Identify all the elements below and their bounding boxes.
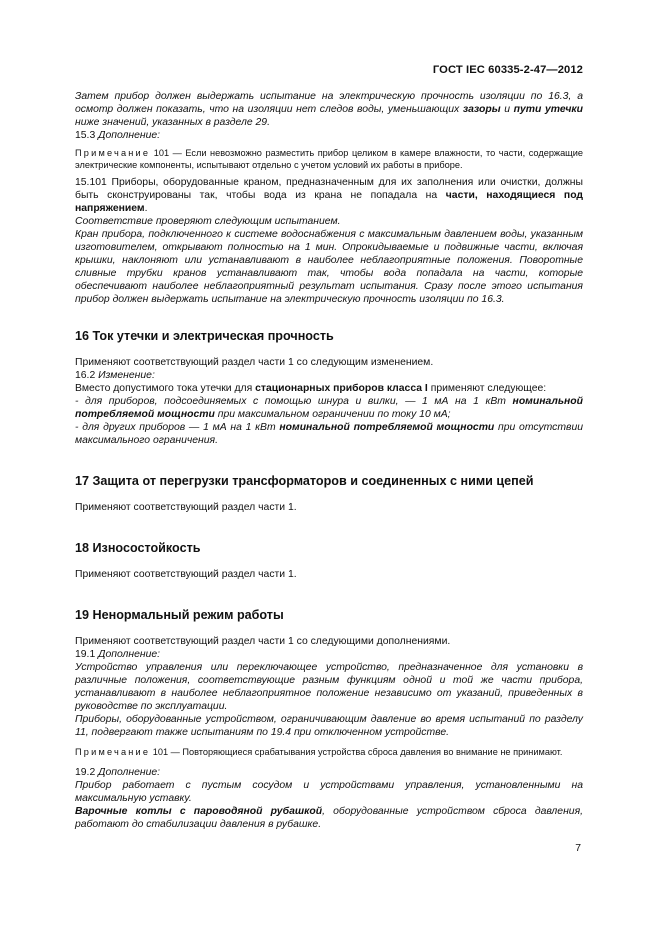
clause-19-1	[75, 648, 583, 661]
section-16-intro: Применяют соответствующий раздел части 1 со следующим изменением.	[75, 357, 434, 368]
clause-15-3	[75, 129, 583, 142]
pressure-limiter-paragraph: Приборы, оборудованные устройством, ограничивающим давление во время испытаний по разделу 11, подвергают также испытаниям по 19.4 при отключенном устройстве.	[75, 714, 583, 738]
text-span: и	[504, 104, 511, 115]
term-stationary-class-i: стационарных приборов класса I	[255, 383, 428, 394]
jacketed-boiler-paragraph	[75, 805, 583, 831]
section-18-body: Применяют соответствующий раздел части 1.	[75, 569, 297, 580]
clause-number: 19.1	[75, 649, 96, 660]
clause-number: 15.3	[75, 130, 96, 141]
section-19-intro: Применяют соответствующий раздел части 1 со следующими дополнениями.	[75, 636, 451, 647]
note-word: Примечание	[75, 148, 151, 158]
term-jacketed-boilers: Варочные котлы с пароводяной рубашкой	[75, 806, 323, 817]
clause-number: 19.2	[75, 767, 96, 778]
text-span: .	[144, 203, 148, 214]
page-number: 7	[575, 843, 581, 854]
clause-15-101	[75, 176, 583, 215]
leakage-intro	[75, 382, 583, 395]
clause-label: Дополнение:	[98, 767, 161, 778]
text-span: Затем прибор должен выдержать испытание на электрическую прочность изоляции по 16.3, а осмотр должен показать, что на изоляции нет следов воды, уменьшающих	[75, 91, 583, 115]
paragraph-15-2-end	[75, 90, 583, 129]
term-rated-power: номинальной потребляемой мощности	[279, 422, 495, 433]
text-span: при максимальном ограничении по току 10 мА;	[217, 409, 451, 420]
text-span: , оборудованные устройством сброса давления, работают до стабилизации давления в рубашке.	[75, 806, 584, 830]
control-device-paragraph: Устройство управления или переключающее устройство, предназначенное для установки в различные положения, соответствующие разным функциям одной и той же части прибора, устанавливают в наиболее неблагоприятное положение независимо от указаний, приведенных в руководстве по эксплуатации.	[75, 662, 583, 712]
section-17-heading: 17 Защита от перегрузки трансформаторов и соединенных с ними цепей	[75, 474, 534, 488]
section-18-heading: 18 Износостойкость	[75, 541, 201, 555]
compliance-check: Соответствие проверяют следующим испытанием.	[75, 216, 341, 227]
term-live-parts: части, находящиеся под напряжением	[75, 190, 584, 214]
standard-code-header: ГОСТ IEC 60335-2-47—2012	[432, 64, 583, 76]
text-span: - для других приборов — 1 мА на 1 кВт	[75, 422, 276, 433]
note-101-a	[75, 147, 583, 171]
section-17-body: Применяют соответствующий раздел части 1.	[75, 502, 297, 513]
text-span: 15.101 Приборы, оборудованные краном, предназначенным для их заполнения или очистки, должны быть сконструированы так, чтобы вода из крана не попадала на	[75, 177, 583, 201]
term-rated-power: номинальной потребляемой мощности	[75, 396, 583, 420]
leakage-item-cord	[75, 395, 583, 421]
clause-16-2	[75, 369, 583, 382]
text-span: ниже значений, указанных в разделе 29.	[75, 117, 270, 128]
text-span: Вместо допустимого тока утечки для	[75, 383, 253, 394]
section-19-heading: 19 Ненормальный режим работы	[75, 608, 284, 622]
text-span: - для приборов, подсоединяемых с помощью шнура и вилки, — 1 мА на 1 кВт	[75, 396, 506, 407]
test-procedure: Кран прибора, подключенного к системе водоснабжения с максимальным давлением воды, указанным изготовителем, открывают полностью на 1 мин. Опрокидываемые и подвижные части, включая крышки, наклоняют или устанавливают в наиболее неблагоприятные положения. Поворотные сливные трубки кранов устанавливают так, чтобы вода попадала на части, которые обеспечивают наиболее неблагоприятный результат испытания. Сразу после этого испытания прибор должен выдержать испытание на электрическую прочность изоляции по 16.3.	[75, 229, 583, 305]
note-word: Примечание	[75, 747, 151, 757]
clause-19-2	[75, 766, 583, 779]
clause-label: Дополнение:	[98, 649, 161, 660]
section-16-heading: 16 Ток утечки и электрическая прочность	[75, 329, 334, 343]
note-text: 101 — Если невозможно разместить прибор целиком в камере влажности, то части, содержащие электрические компоненты, испытывают отдельно с учетом условий их работы в приборе.	[75, 148, 583, 170]
clause-number: 16.2	[75, 370, 96, 381]
note-101-b	[75, 746, 583, 758]
page-content	[75, 90, 583, 831]
term-clearances: зазоры	[462, 104, 501, 115]
clause-label: Изменение:	[98, 370, 155, 381]
term-creepage: пути утечки	[513, 104, 584, 115]
text-span: применяют следующее:	[430, 383, 547, 394]
note-text: 101 — Повторяющиеся срабатывания устройства сброса давления во внимание не принимают.	[152, 747, 563, 757]
leakage-item-other	[75, 421, 583, 447]
empty-vessel-paragraph: Прибор работает с пустым сосудом и устройствами управления, установленными на максимальную уставку.	[75, 780, 583, 804]
text-span: при отсутствии максимального ограничения.	[75, 422, 584, 446]
clause-label: Дополнение:	[98, 130, 161, 141]
